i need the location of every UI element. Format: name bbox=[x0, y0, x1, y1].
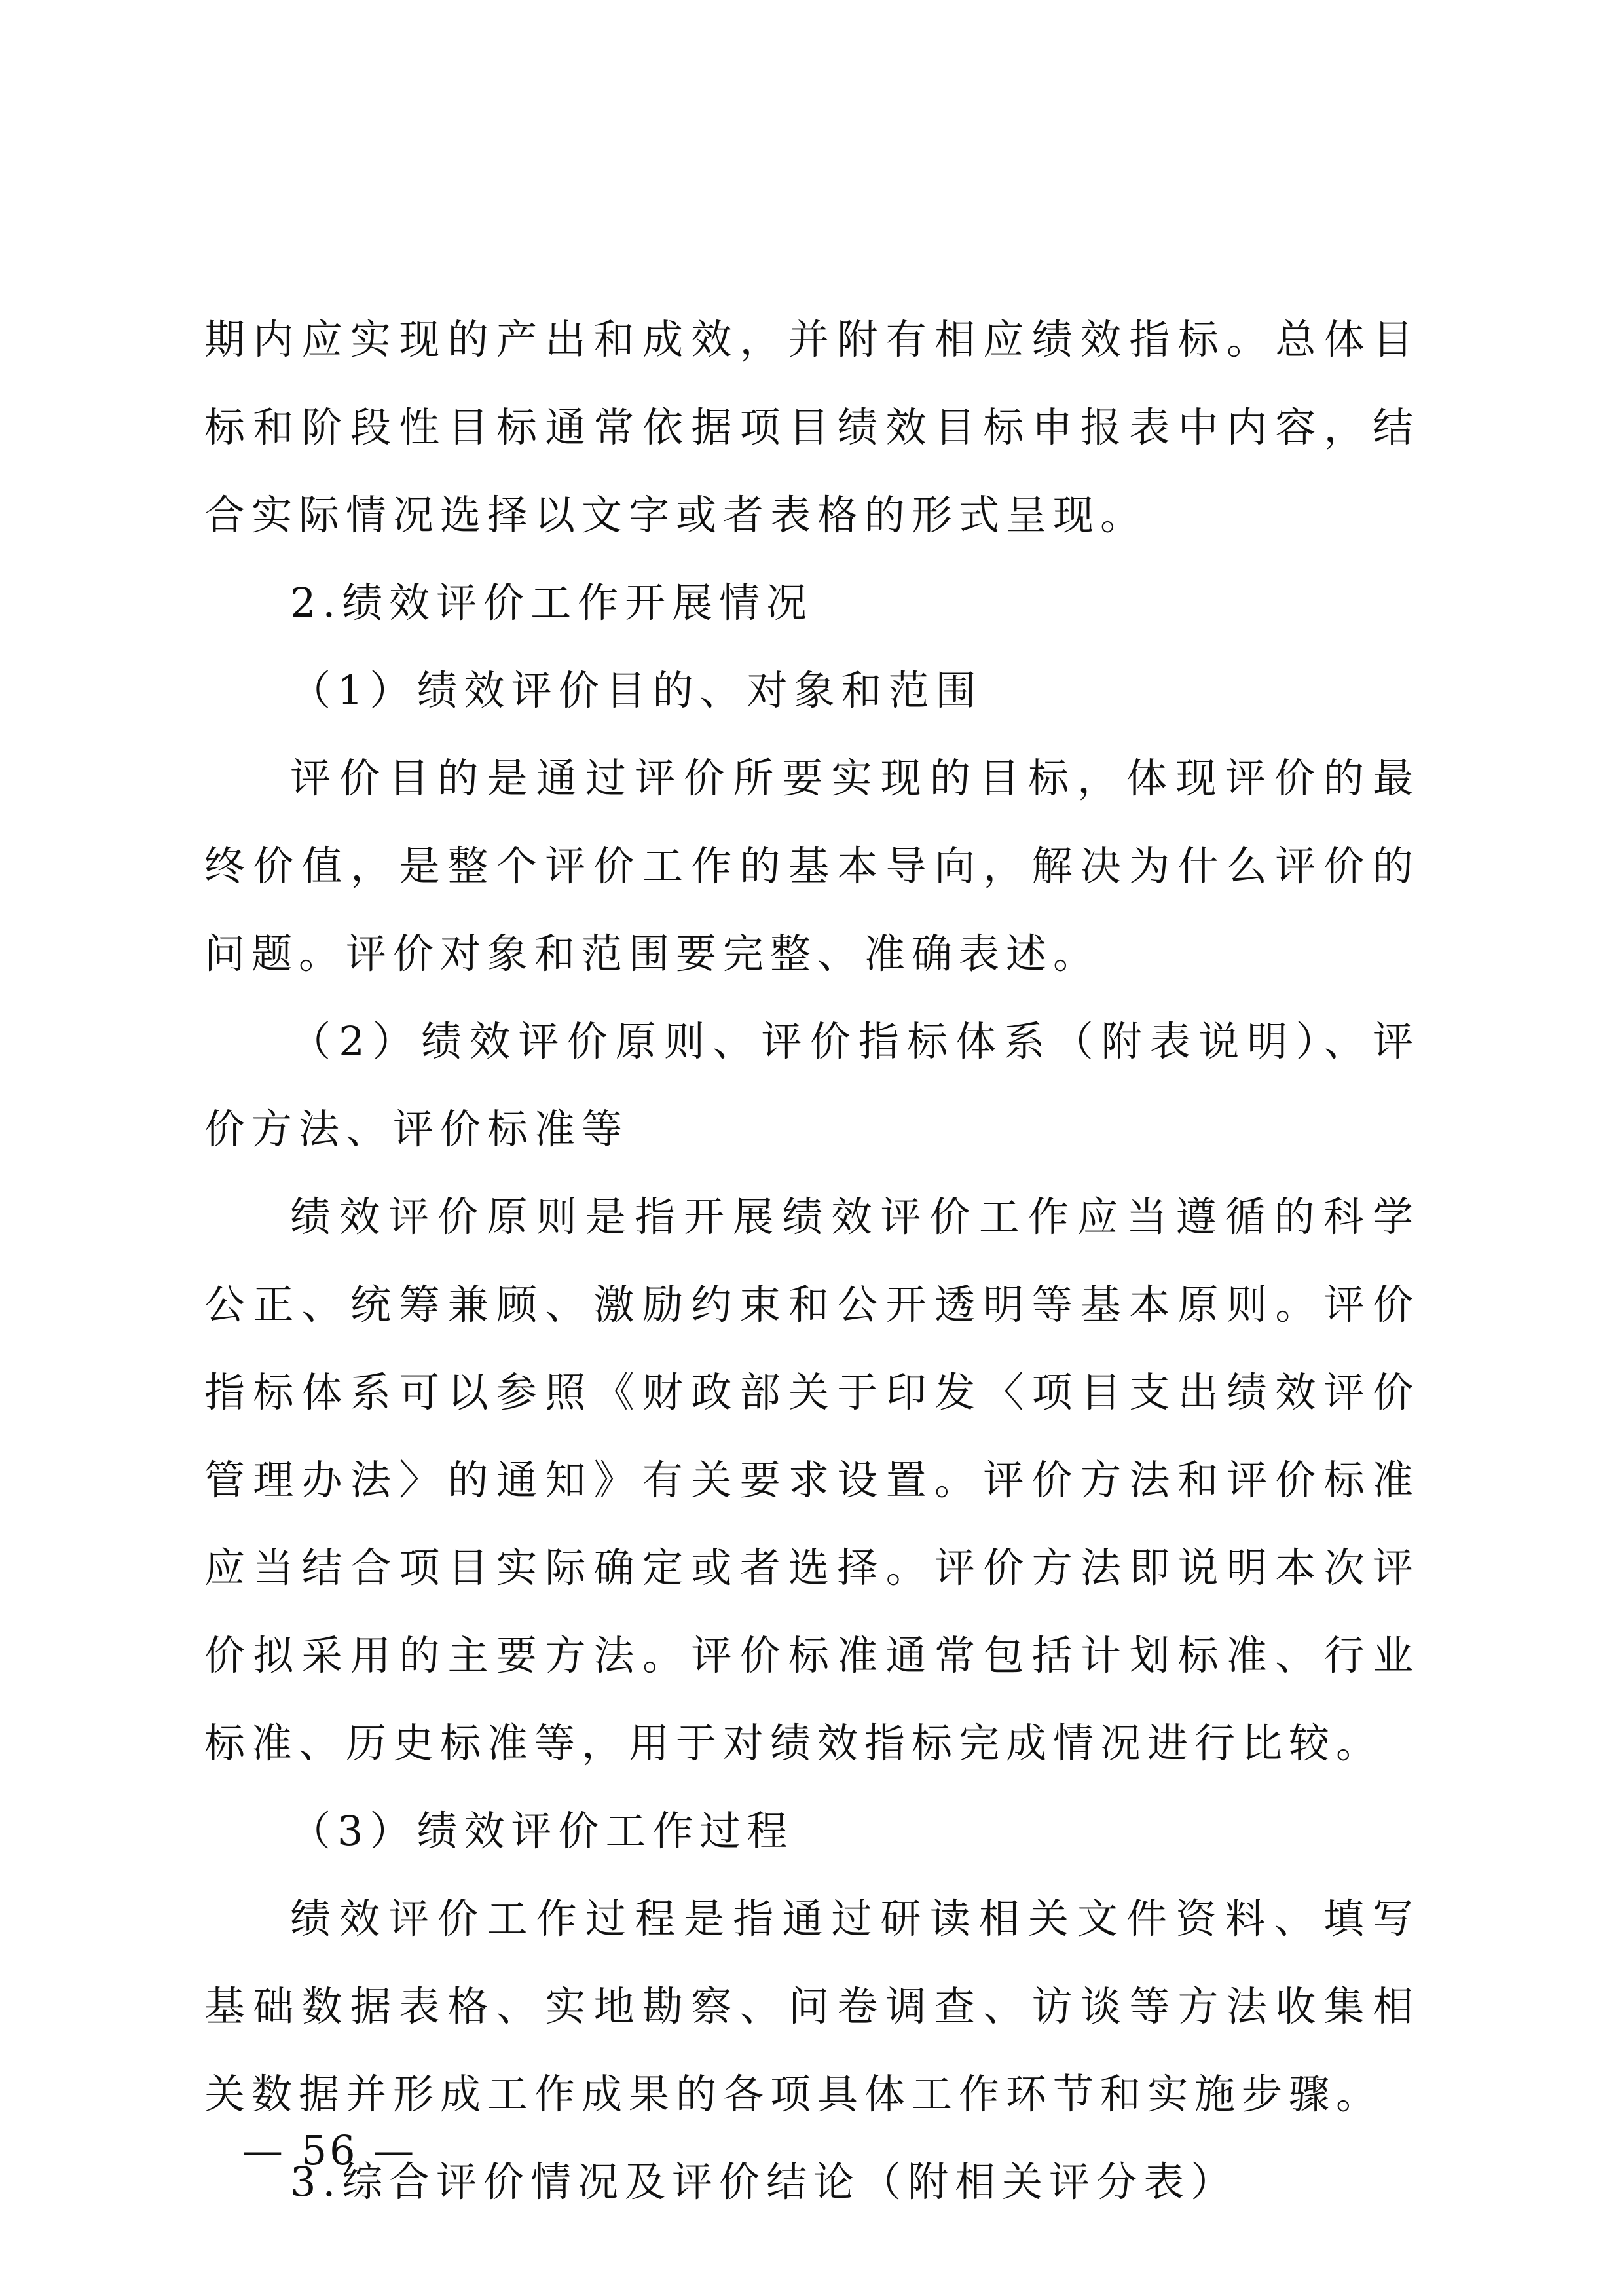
subheading-2: （2）绩效评价原则、评价指标体系（附表说明）、评价方法、评价标准等 bbox=[204, 1017, 1420, 1153]
body-text bbox=[204, 296, 1420, 2226]
section-heading-3: 3.综合评价情况及评价结论（附相关评分表） bbox=[290, 2158, 1238, 2206]
paragraph-continuation: 期内应实现的产出和成效，并附有相应绩效指标。总体目标和阶段性目标通常依据项目绩效目标申报表中内容，结合实际情况选择以文字或者表格的形式呈现。 bbox=[204, 316, 1420, 539]
section-heading-2: 2.绩效评价工作开展情况 bbox=[290, 579, 814, 627]
subheading-1: （1）绩效评价目的、对象和范围 bbox=[290, 666, 983, 714]
paragraph-evaluation-purpose: 评价目的是通过评价所要实现的目标，体现评价的最终价值，是整个评价工作的基本导向，解决为什么评价的问题。评价对象和范围要完整、准确表述。 bbox=[204, 754, 1420, 977]
paragraph-evaluation-process: 绩效评价工作过程是指通过研读相关文件资料、填写基础数据表格、实地勘察、问卷调查、访谈等方法收集相关数据并形成工作成果的各项具体工作环节和实施步骤。 bbox=[204, 1895, 1420, 2118]
subheading-3: （3）绩效评价工作过程 bbox=[290, 1807, 794, 1855]
paragraph-evaluation-principles: 绩效评价原则是指开展绩效评价工作应当遵循的科学公正、统筹兼顾、激励约束和公开透明等基本原则。评价指标体系可以参照《财政部关于印发〈项目支出绩效评价管理办法〉的通知》有关要求设置。评价方法和评价标准应当结合项目实际确定或者选择。评价方法即说明本次评价拟采用的主要方法。评价标准通常包括计划标准、行业标准、历史标准等，用于对绩效指标完成情况进行比较。 bbox=[204, 1193, 1420, 1767]
page-number: — 56 — bbox=[242, 2126, 417, 2174]
